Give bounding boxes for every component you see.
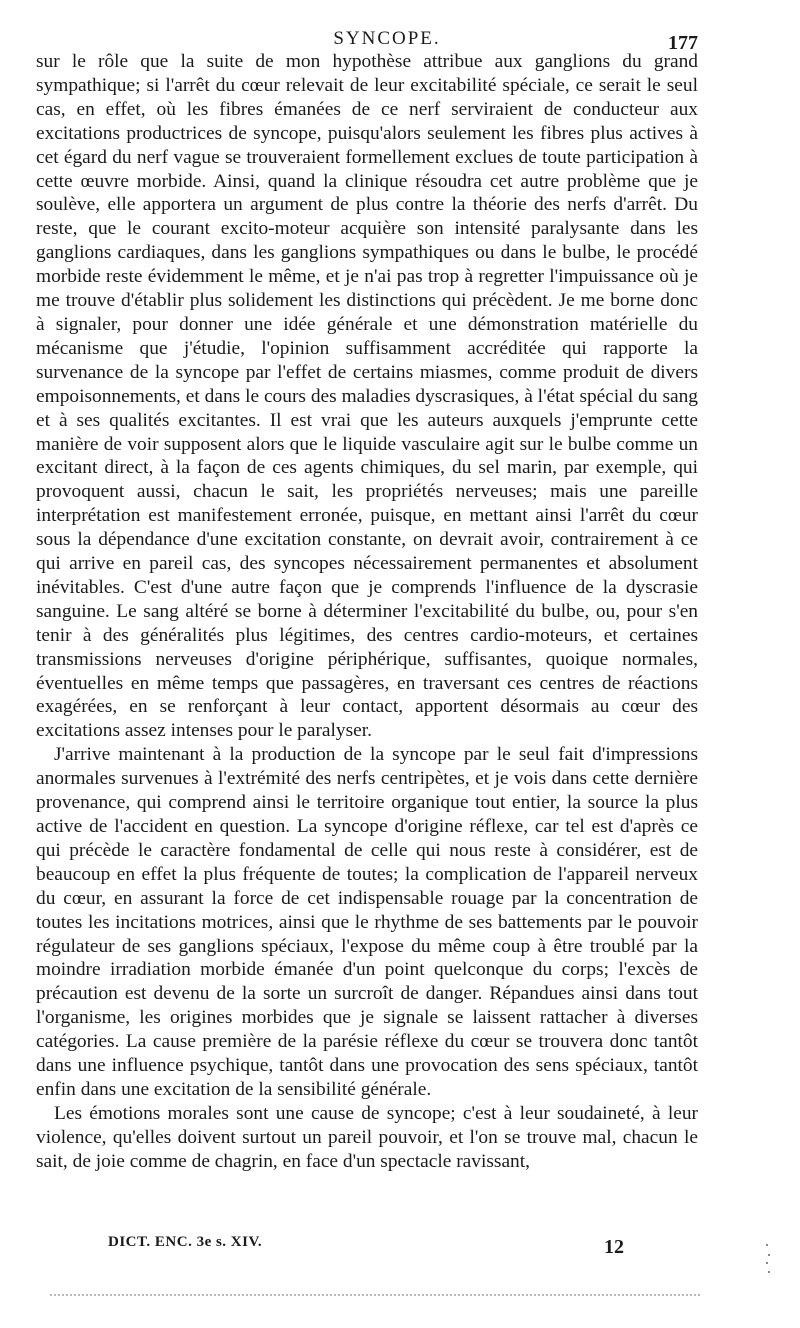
- signature-number: 12: [604, 1236, 624, 1258]
- page-number: 177: [668, 32, 698, 54]
- scan-artifact-line: [50, 1294, 700, 1298]
- running-title: SYNCOPE.: [333, 28, 441, 49]
- paragraph: J'arrive maintenant à la production de la syncope par le seul fait d'impressions anormales survenues à l'extrémité des nerfs centripètes, et je vois dans cette dernière provenance, qui comprend ainsi le territoire organique tout entier, la source la plus active de l'accident en question. La syncope d'origine réflexe, car tel est d'après ce qui précède le caractère fondamental de celle qui nous reste à considérer, est de beaucoup en effet la plus fréquente de toutes; la complication de l'appareil nerveux du cœur, en assurant la force de cet indispensable rouage par la concentration de toutes les incitations motrices, ainsi que le rhythme de ses battements par le pouvoir régulateur de ses ganglions spéciaux, l'expose du même coup à être troublé par la moindre irradiation morbide émanée d'un point quelconque du corps; l'excès de précaution est devenu de la sorte un surcroît de danger. Répandues ainsi dans tout l'organisme, les origines morbides que je signale se laissent rattacher à diverses catégories. La cause première de la parésie réflexe du cœur se trouvera donc tantôt dans une influence psychique, tantôt dans une provocation des sens spéciaux, tantôt enfin dans une excitation de la sensibilité générale.: [36, 744, 698, 1100]
- signature-mark: DICT. ENC. 3e s. XIV.: [108, 1234, 263, 1250]
- paragraph: Les émotions morales sont une cause de syncope; c'est à leur soudaineté, à leur violence, qu'elles doivent surtout un pareil pouvoir, et l'on se trouve mal, chacun le sait, de joie comme de chagrin, en face d'un spectacle ravissant,: [36, 1102, 698, 1172]
- paragraph: sur le rôle que la suite de mon hypothèse attribue aux ganglions du grand sympathique; si l'arrêt du cœur relevait de leur excitabilité spéciale, ce serait le seul cas, en effet, où les fibres émanées de ce nerf serviraient de conducteur aux excitations productrices de syncope, puisqu'alors seulement les fibres plus actives à cet égard du nerf vague se trouveraient formellement exclues de toute participation à cette œuvre morbide. Ainsi, quand la clinique résoudra cet autre problème que je soulève, elle apportera un argument de plus contre la théorie des nerfs d'arrêt. Du reste, que le courant excito-moteur acquière son intensité paralysante dans les ganglions cardiaques, dans les ganglions sympathiques ou dans le bulbe, le procédé morbide reste évidemment le même, et je n'ai pas trop à regretter l'impuissance où je me trouve d'établir plus solidement les distinctions qui précèdent. Je me borne donc à signaler, pour donner une idée générale et une démonstration matérielle du mécanisme que j'étudie, l'opinion suffisamment accréditée qui rapporte la survenance de la syncope par l'effet de certains miasmes, comme produit de divers empoisonnements, et dans le cours des maladies dyscrasiques, à l'état spécial du sang et à ses qualités excitantes. Il est vrai que les auteurs auxquels j'emprunte cette manière de voir supposent alors que le liquide vasculaire agit sur le bulbe comme un excitant direct, à la façon de ces agents chimiques, du sel marin, par exemple, qui provoquent aussi, chacun le sait, les propriétés nerveuses; mais une pareille interprétation est manifestement erronée, puisque, en mettant ainsi l'arrêt du cœur sous la dépendance d'une excitation constante, on devrait avoir, contrairement à ce qui arrive en pareil cas, des syncopes nécessairement permanentes et absolument inévitables. C'est d'une autre façon que je comprends l'influence de la dyscrasie sanguine. Le sang altéré se borne à déterminer l'excitabilité du bulbe, ou, pour s'en tenir à des généralités plus légitimes, des centres cardio-moteurs, et certaines transmissions nerveuses d'origine périphérique, suffisantes, quoique normales, éventuelles en même temps que passagères, en traversant ces centres de réactions exagérées, en se renforçant à leur contact, apportent désormais au cœur des excitations assez intenses pour le paralyser.: [36, 51, 698, 742]
- page-footer: [36, 1232, 698, 1262]
- body-text: [36, 50, 698, 1174]
- scan-edge-marks: [766, 1244, 770, 1284]
